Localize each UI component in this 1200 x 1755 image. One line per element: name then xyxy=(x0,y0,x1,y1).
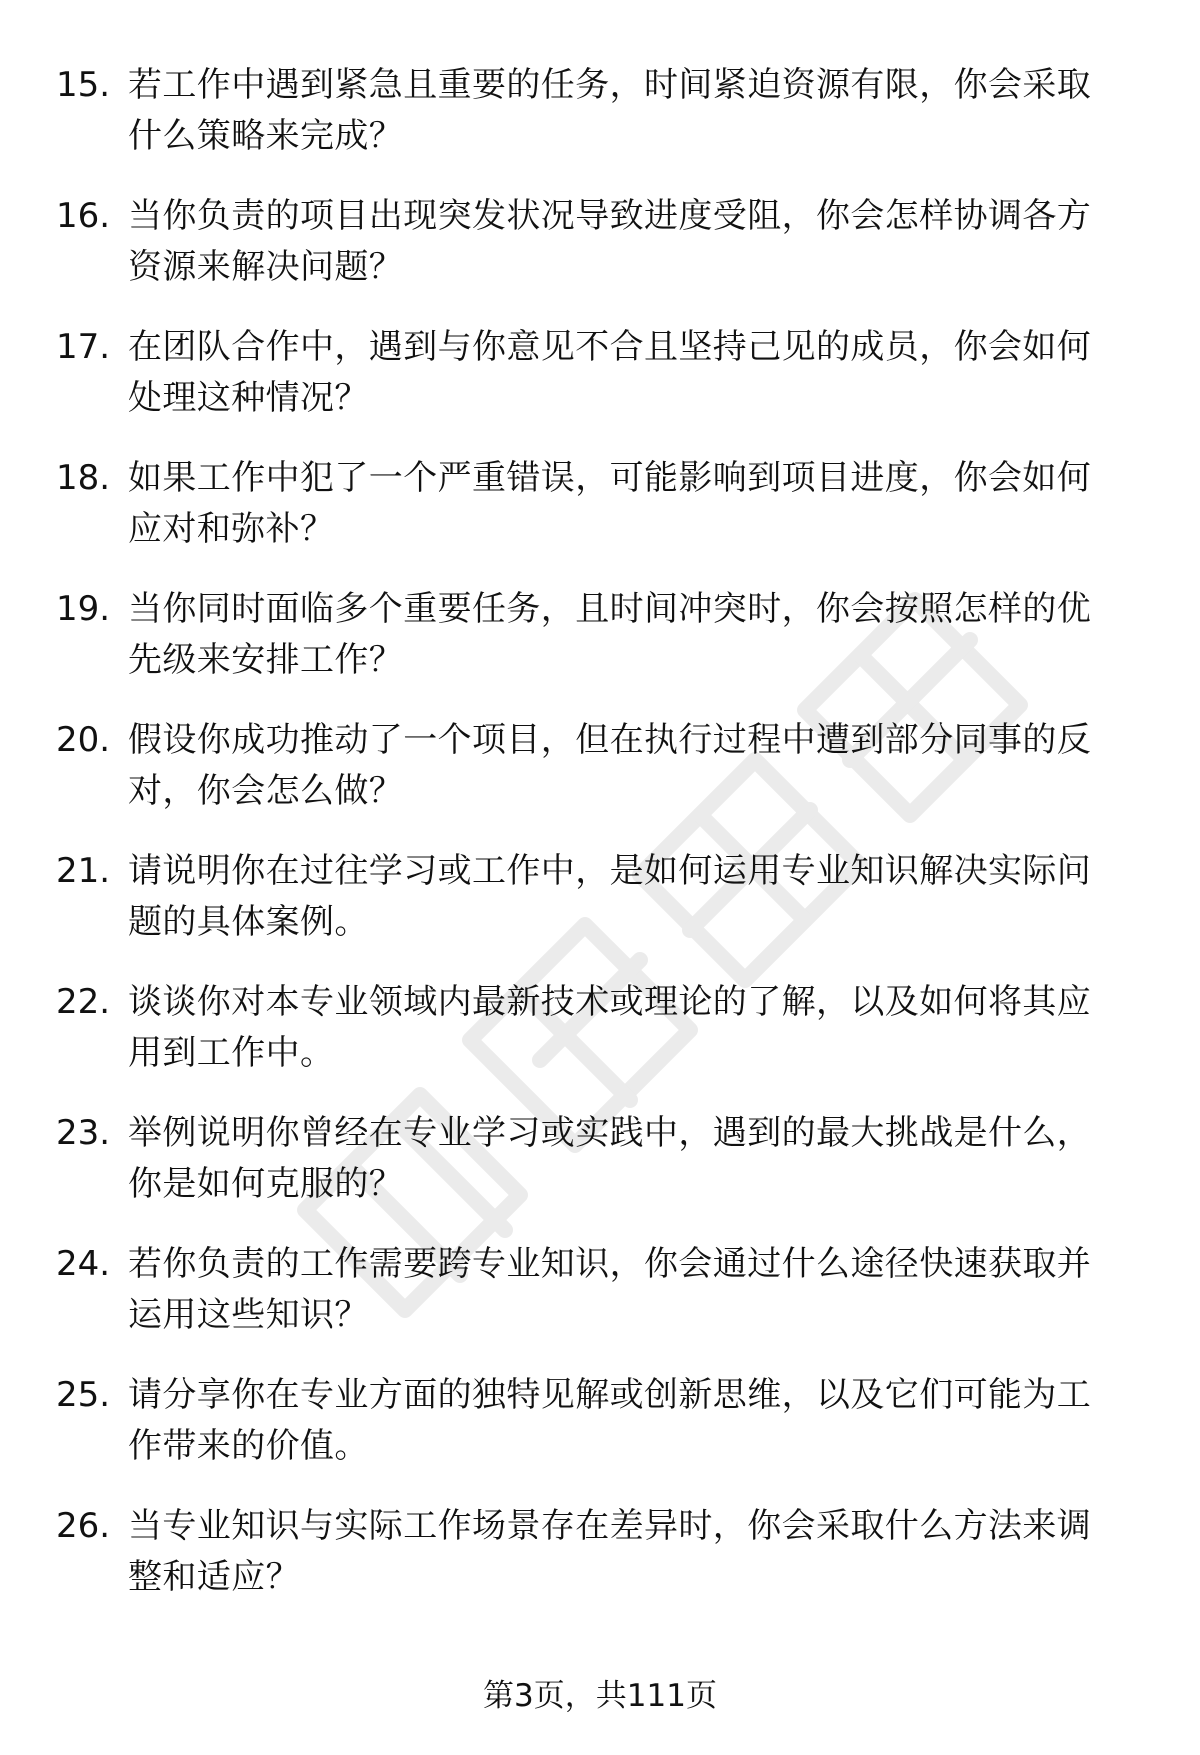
question-line: 谈谈你对本专业领域内最新技术或理论的了解，以及如何将其应 xyxy=(128,982,1092,1022)
question-text xyxy=(128,322,1140,424)
question-line: 先级来安排工作？ xyxy=(128,640,404,680)
question-number: 25. xyxy=(56,1375,111,1415)
question-item xyxy=(56,1370,1148,1501)
question-line: 什么策略来完成？ xyxy=(128,116,404,156)
question-text xyxy=(128,1370,1140,1472)
question-list xyxy=(56,60,1148,1632)
question-item xyxy=(56,60,1148,191)
question-item xyxy=(56,1108,1148,1239)
question-item xyxy=(56,715,1148,846)
question-text xyxy=(128,191,1140,293)
question-text xyxy=(128,1501,1140,1603)
question-item xyxy=(56,846,1148,977)
question-line: 应对和弥补？ xyxy=(128,509,335,549)
question-line: 用到工作中。 xyxy=(128,1033,335,1073)
page-number-label: 第3页，共111页 xyxy=(483,1678,717,1714)
question-number: 23. xyxy=(56,1113,111,1153)
question-line: 当专业知识与实际工作场景存在差异时，你会采取什么方法来调 xyxy=(128,1506,1092,1546)
question-item xyxy=(56,322,1148,453)
question-line: 处理这种情况？ xyxy=(128,378,369,418)
question-line: 请分享你在专业方面的独特见解或创新思维，以及它们可能为工 xyxy=(128,1375,1092,1415)
question-line: 举例说明你曾经在专业学习或实践中，遇到的最大挑战是什么， xyxy=(128,1113,1092,1153)
question-line: 运用这些知识？ xyxy=(128,1295,369,1335)
question-number: 21. xyxy=(56,851,111,891)
question-line: 作带来的价值。 xyxy=(128,1426,369,1466)
question-item xyxy=(56,1501,1148,1632)
question-text xyxy=(128,584,1140,686)
question-text xyxy=(128,977,1140,1079)
question-line: 你是如何克服的？ xyxy=(128,1164,404,1204)
question-item xyxy=(56,453,1148,584)
question-line: 题的具体案例。 xyxy=(128,902,369,942)
question-line: 若你负责的工作需要跨专业知识，你会通过什么途径快速获取并 xyxy=(128,1244,1092,1284)
question-line: 整和适应？ xyxy=(128,1557,300,1597)
question-line: 当你同时面临多个重要任务，且时间冲突时，你会按照怎样的优 xyxy=(128,589,1092,629)
question-number: 26. xyxy=(56,1506,111,1546)
question-line: 对，你会怎么做？ xyxy=(128,771,404,811)
question-line: 当你负责的项目出现突发状况导致进度受阻，你会怎样协调各方 xyxy=(128,196,1092,236)
question-item xyxy=(56,191,1148,322)
question-text xyxy=(128,60,1140,162)
question-text xyxy=(128,453,1140,555)
question-line: 在团队合作中，遇到与你意见不合且坚持己见的成员，你会如何 xyxy=(128,327,1092,367)
question-line: 请说明你在过往学习或工作中，是如何运用专业知识解决实际问 xyxy=(128,851,1092,891)
question-number: 16. xyxy=(56,196,111,236)
question-line: 如果工作中犯了一个严重错误，可能影响到项目进度，你会如何 xyxy=(128,458,1092,498)
question-number: 19. xyxy=(56,589,111,629)
question-text xyxy=(128,1239,1140,1341)
question-line: 假设你成功推动了一个项目，但在执行过程中遭到部分同事的反 xyxy=(128,720,1092,760)
question-line: 若工作中遇到紧急且重要的任务，时间紧迫资源有限，你会采取 xyxy=(128,65,1092,105)
question-text xyxy=(128,1108,1140,1210)
question-item xyxy=(56,584,1148,715)
question-line: 资源来解决问题？ xyxy=(128,247,404,287)
question-number: 17. xyxy=(56,327,111,367)
question-text xyxy=(128,846,1140,948)
question-number: 22. xyxy=(56,982,111,1022)
question-number: 18. xyxy=(56,458,111,498)
question-item xyxy=(56,1239,1148,1370)
question-number: 24. xyxy=(56,1244,111,1284)
question-item xyxy=(56,977,1148,1108)
question-text xyxy=(128,715,1140,817)
page-footer xyxy=(0,1674,1200,1718)
question-number: 20. xyxy=(56,720,111,760)
question-number: 15. xyxy=(56,65,111,105)
